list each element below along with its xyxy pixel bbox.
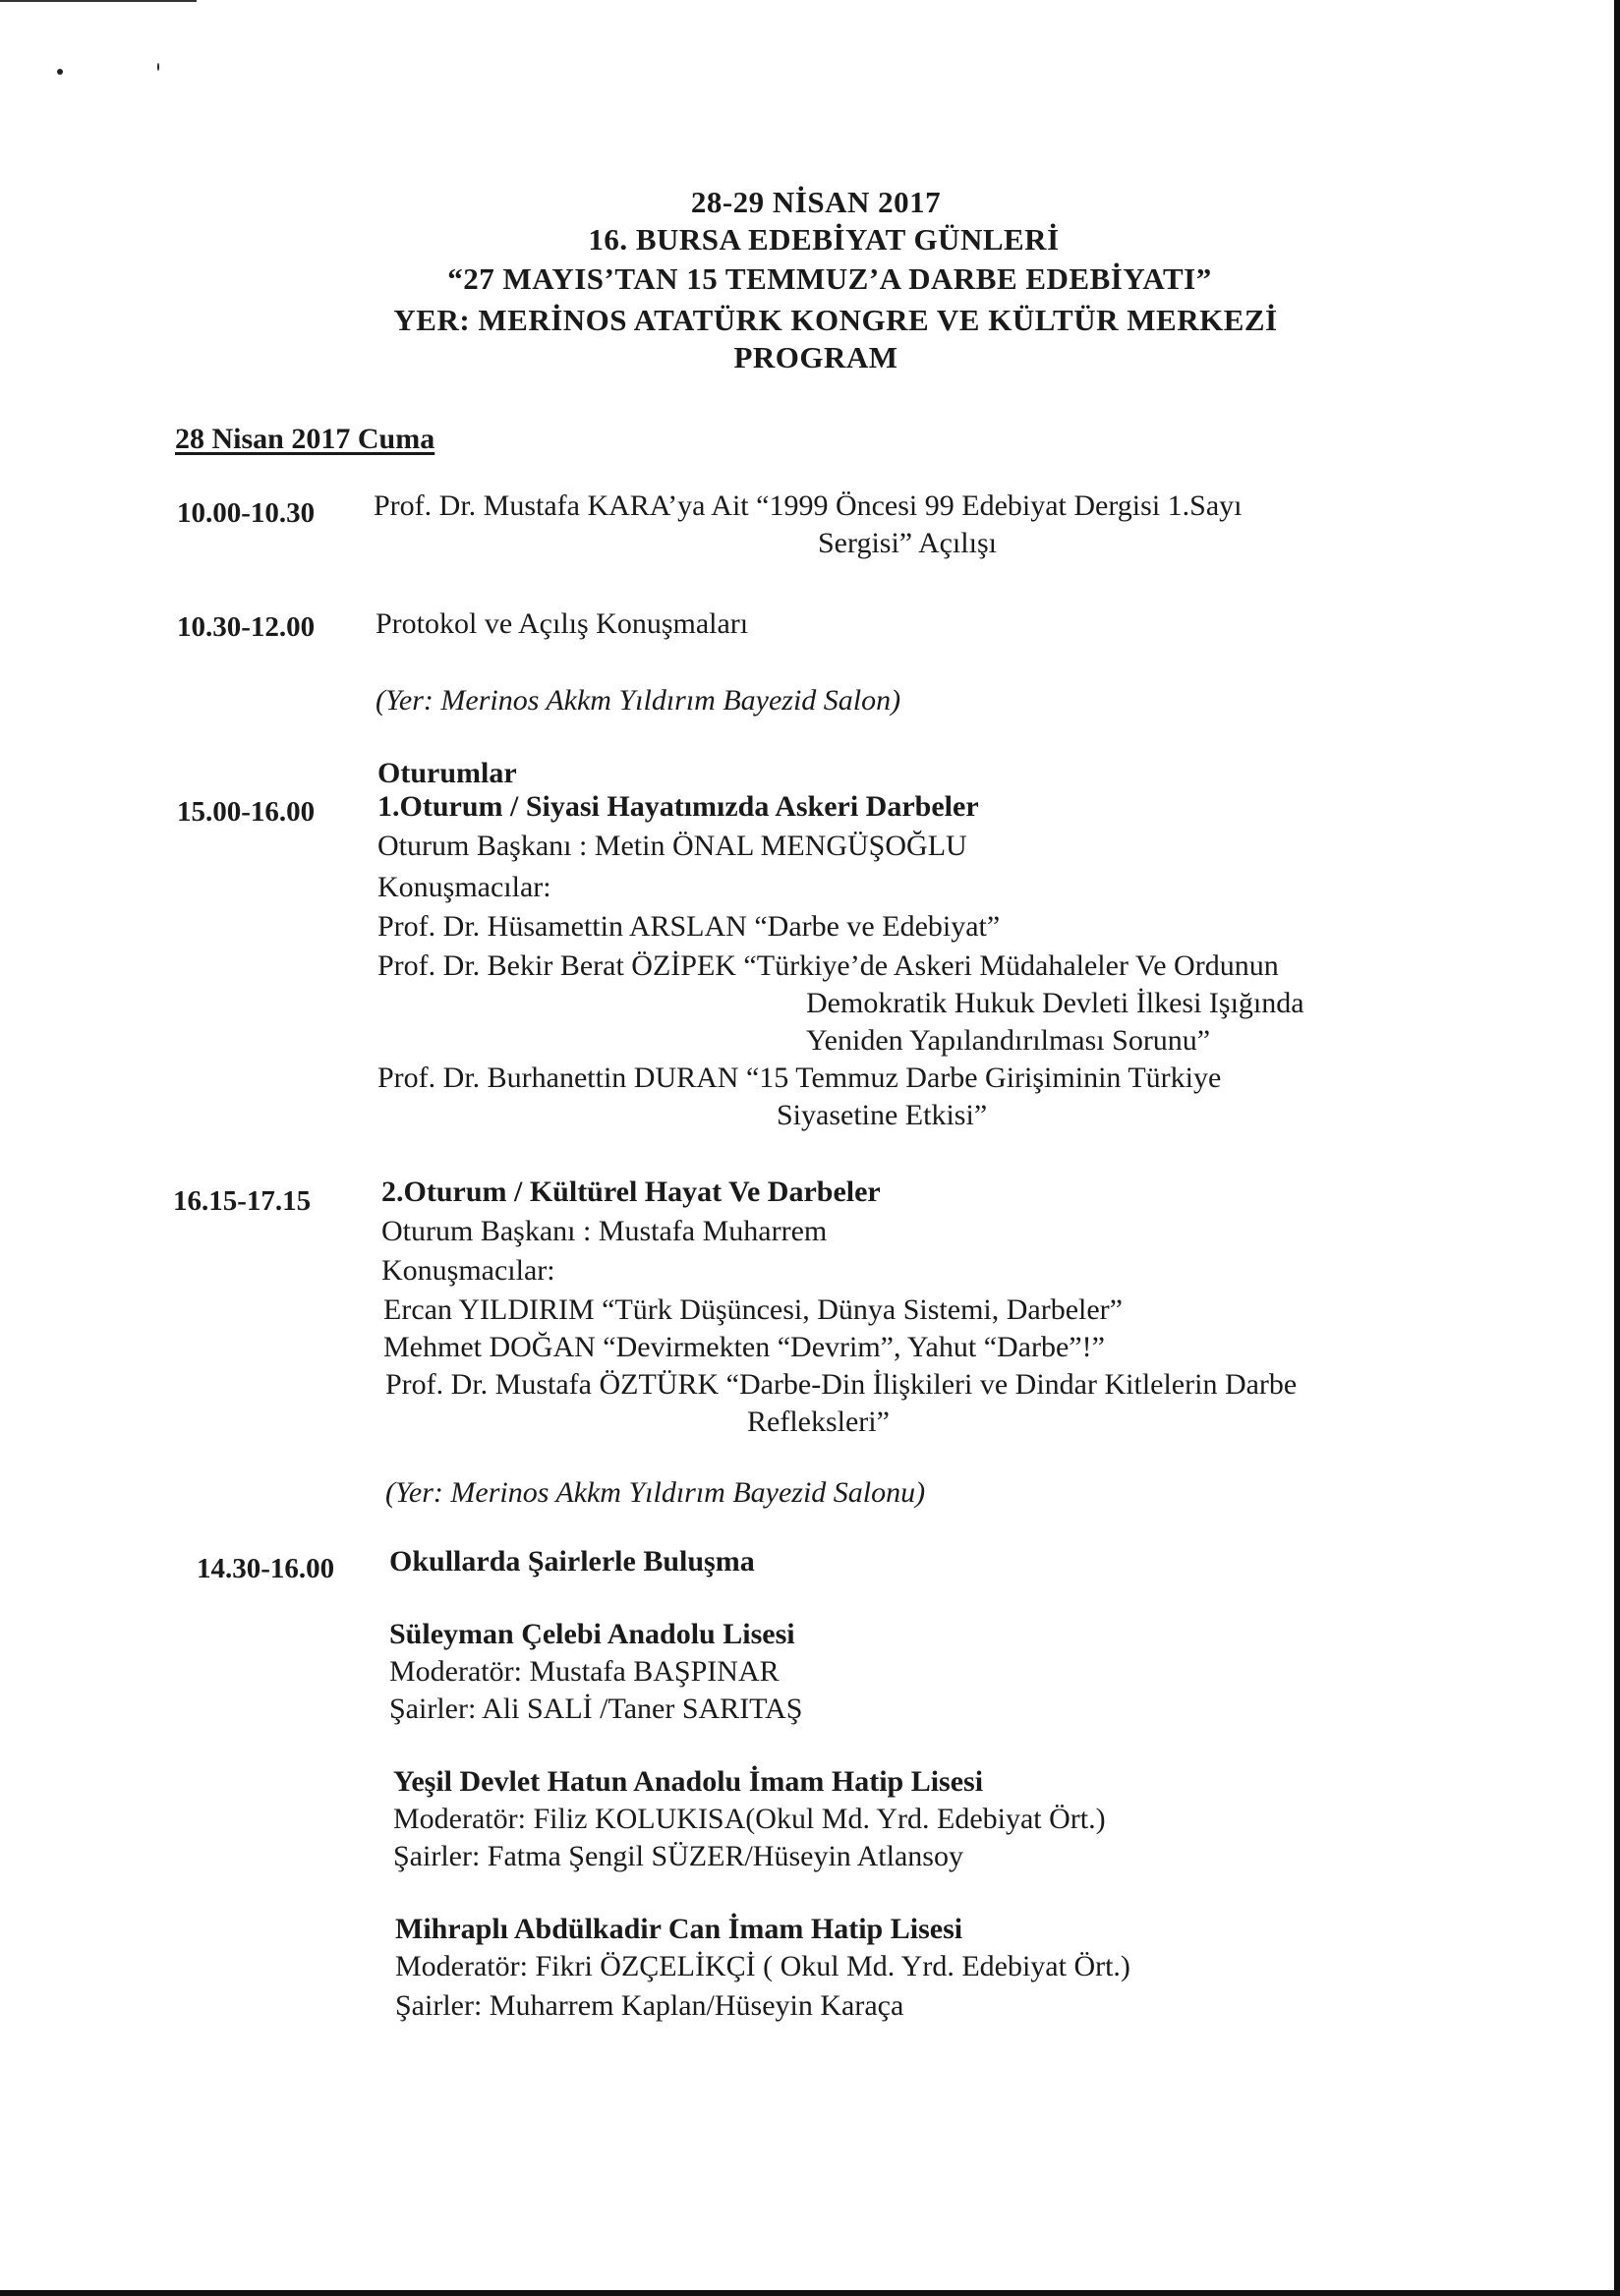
time-slot: 10.30-12.00 xyxy=(177,611,316,643)
session-chair: Oturum Başkanı : Metin ÖNAL MENGÜŞOĞLU xyxy=(377,830,967,862)
speaker-line: Siyasetine Etkisi” xyxy=(777,1099,988,1131)
exhibit-line: Prof. Dr. Mustafa KARA’ya Ait “1999 Öncesi 99 Edebiyat Dergisi 1.Sayı xyxy=(374,489,1243,522)
scan-top-rule xyxy=(0,0,197,2)
scan-speck xyxy=(157,63,159,71)
schools-title: Okullarda Şairlerle Buluşma xyxy=(389,1545,755,1578)
header-date: 28-29 NİSAN 2017 xyxy=(690,185,942,219)
school-name: Süleyman Çelebi Anadolu Lisesi xyxy=(389,1618,795,1650)
school-moderator: Moderatör: Filiz KOLUKISA(Okul Md. Yrd. Edebiyat Ört.) xyxy=(393,1803,1106,1835)
time-slot: 10.00-10.30 xyxy=(177,497,316,529)
school-poets: Şairler: Fatma Şengil SÜZER/Hüseyin Atlansoy xyxy=(393,1840,963,1872)
scan-speck xyxy=(57,69,63,75)
session-chair: Oturum Başkanı : Mustafa Muharrem xyxy=(381,1215,828,1247)
header-event: 16. BURSA EDEBİYAT GÜNLERİ xyxy=(588,222,1060,257)
venue-note: (Yer: Merinos Akkm Yıldırım Bayezid Salon) xyxy=(376,684,901,717)
scan-bottom-edge xyxy=(0,2290,1620,2296)
day-title: 28 Nisan 2017 Cuma xyxy=(175,423,435,455)
session-title: 2.Oturum / Kültürel Hayat Ve Darbeler xyxy=(381,1176,881,1208)
speaker-line: Yeniden Yapılandırılması Sorunu” xyxy=(806,1024,1211,1057)
venue-note: (Yer: Merinos Akkm Yıldırım Bayezid Salonu) xyxy=(385,1476,926,1509)
speaker-line: Refleksleri” xyxy=(747,1406,890,1438)
school-name: Yeşil Devlet Hatun Anadolu İmam Hatip Lisesi xyxy=(393,1765,984,1798)
speakers-label: Konuşmacılar: xyxy=(381,1254,555,1287)
school-poets: Şairler: Muharrem Kaplan/Hüseyin Karaça xyxy=(395,1989,904,2022)
speaker-line: Ercan YILDIRIM “Türk Düşüncesi, Dünya Sistemi, Darbeler” xyxy=(383,1293,1123,1326)
speaker-line: Prof. Dr. Burhanettin DURAN “15 Temmuz Darbe Girişiminin Türkiye xyxy=(377,1062,1222,1094)
time-slot: 15.00-16.00 xyxy=(177,796,316,828)
school-name: Mihraplı Abdülkadir Can İmam Hatip Lisesi xyxy=(395,1913,963,1945)
speaker-line: Prof. Dr. Mustafa ÖZTÜRK “Darbe-Din İlişkileri ve Dindar Kitlelerin Darbe xyxy=(385,1368,1298,1401)
speaker-line: Prof. Dr. Bekir Berat ÖZİPEK “Türkiye’de Askeri Müdahaleler Ve Ordunun xyxy=(377,949,1279,982)
school-poets: Şairler: Ali SALİ /Taner SARITAŞ xyxy=(389,1693,803,1725)
speakers-label: Konuşmacılar: xyxy=(377,871,551,903)
header-theme: “27 MAYIS’TAN 15 TEMMUZ’A DARBE EDEBİYATI” xyxy=(447,261,1212,296)
exhibit-line: Sergisi” Açılışı xyxy=(818,527,997,559)
speaker-line: Demokratik Hukuk Devleti İlkesi Işığında xyxy=(806,987,1304,1019)
sessions-heading: Oturumlar xyxy=(377,757,517,789)
protocol-text: Protokol ve Açılış Konuşmaları xyxy=(376,607,749,640)
speaker-line: Prof. Dr. Hüsamettin ARSLAN “Darbe ve Edebiyat” xyxy=(377,910,1001,943)
time-slot: 14.30-16.00 xyxy=(197,1553,335,1584)
time-slot: 16.15-17.15 xyxy=(173,1185,312,1217)
session-title: 1.Oturum / Siyasi Hayatımızda Askeri Darbeler xyxy=(377,790,979,823)
header-venue: YER: MERİNOS ATATÜRK KONGRE VE KÜLTÜR MERKEZİ xyxy=(393,303,1278,337)
school-moderator: Moderatör: Fikri ÖZÇELİKÇİ ( Okul Md. Yrd. Edebiyat Ört.) xyxy=(395,1950,1130,1982)
school-moderator: Moderatör: Mustafa BAŞPINAR xyxy=(389,1655,780,1688)
header-program: PROGRAM xyxy=(733,340,898,374)
speaker-line: Mehmet DOĞAN “Devirmekten “Devrim”, Yahut “Darbe”!” xyxy=(383,1331,1105,1363)
